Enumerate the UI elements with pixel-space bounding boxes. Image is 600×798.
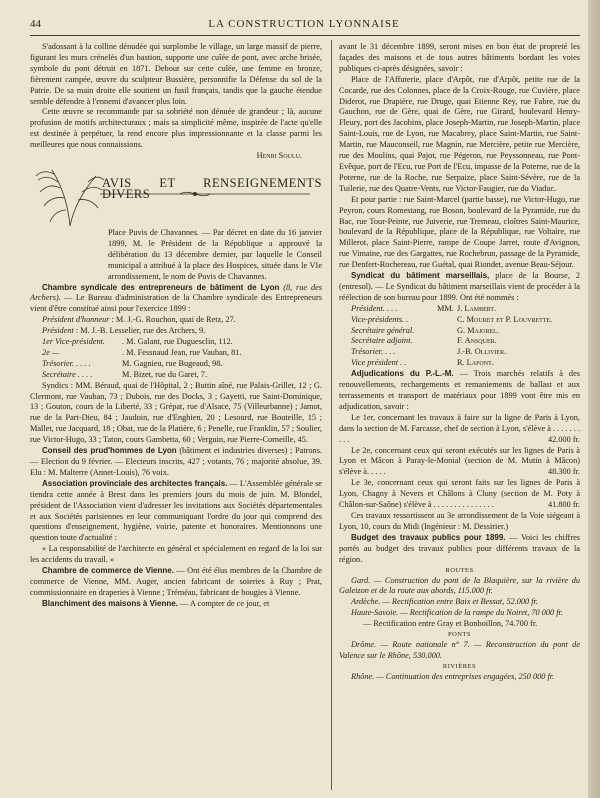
vienne-title: Chambre de commerce de Vienne. <box>42 566 174 576</box>
budget-item: Rhône. — Continuation des entreprises engagées, 250 000 fr. <box>351 671 555 681</box>
budget-body: — Voici les chiffres portés au budget des travaux publics pour différents travaux de la région. <box>339 532 580 564</box>
budget-item: — Rectification entre Gray et Bonboillon, 74.700 fr. <box>363 619 538 629</box>
adjudications-plm <box>339 369 580 413</box>
plm-body: — Trois marchés relatifs à des renouvellements, rechargements et remaniements de ballast et aux terrassements et transport de matériaux pour 1899 vont être mis en adjudication, savoir : <box>339 369 580 411</box>
prudhommes-title: Conseil des prud'hommes de Lyon <box>42 446 177 456</box>
paragraph: S'adossant à la colline dénudée qui surplombe le village, un large massif de pierre, figurant les murs crénelés d'un bastion, supporte une cuîée de pont, avec arche brisée, symbole du pont détruit en 1871. Debout sur cette culée, une femme en bronze, fièrement campée, œuvre du sculpteur Bussière, personnifie la Défense du sol de la Patrie. De sa main droite elle soutient un fusil français, tandis que la gauche étendue semble défendre à l'ennemi d'avancer plus loin. <box>30 42 322 106</box>
budget-travaux <box>339 533 580 566</box>
bureau-row: 1er Vice-président. . M. Galant, rue Duguesclin, 112. <box>42 337 233 347</box>
marseille-bureau <box>339 304 580 369</box>
prudhommes <box>30 446 322 479</box>
budget-title: Budget des travaux publics pour 1899. <box>351 532 506 542</box>
lot-3-amount: 41.800 fr. <box>547 500 580 510</box>
paragraph: Cette œuvre se recommande par sa sobriété non dénuée de grandeur ; là, aucune profusion de motifs architecturaux ; mais sa simplicité même, inspirée de l'acte qu'elle est destinée à perpétuer, la rend encore plus impressionnante et la classe parmi les meilleures que nous connaissions. <box>30 107 322 150</box>
lots-note: Ces travaux ressortissent au 3e arrondissement de la Voie siégeant à Lyon, 10, cours du Midi (Ingénieur : M. Dessirier.) <box>339 510 580 531</box>
prudhommes-body: (bâtiment et industries diverses) ; Patrons. — Election du 9 février. — Electeurs inscrits, 427 ; votants, 76 ; majorité absolue, 39. Elu : M. Malterre (Annet-Louis), 76 voix. <box>30 446 323 477</box>
author-signature: Henri Soulu. <box>256 151 302 161</box>
marseille-body: place de la Bourse, 2 (entresol). — Le Syndicat du bâtiment marseillais vient de procéder à la réélection de son bureau pour 1899. Ont été nommés : <box>339 271 580 302</box>
chambre-title: Chambre syndicale des entrepreneurs de bâtiment de Lyon <box>42 282 280 292</box>
street-list-partial: Et pour partie : rue Saint-Marcel (partie basse), rue Victor-Hugo, rue Peyron, cours Romestang, rue Boson, boulevard de la Pyramide, rue du Bac, rue Tour-Peinte, rue Juiverie, rue Tremeau, cloîtres Saint-Maurice, boulevard de la République, place de la République, rue Voltaire, rue Millerot, place Saint-Pierre, rampe de Coupe Jarret, route d'Avignon, rue Vimaine, rue des Gargattes, rue Rochebrun, passage de la Pyramide, rue Denfert-Rochereau, rue Guétal, quai Riondet, avenue Beau-Séjour. <box>339 194 580 270</box>
bureau-row: 2e — . M. Fessnaud Jean, rue Vauban, 81. <box>42 347 242 357</box>
association-architectes <box>30 479 322 544</box>
lot-3: Le 3e, concernant ceux qui seront faits sur les lignes de Paris à Lyon, Chagny à Nevers et Châlons à Cluny (section de M. Poty à Châlon-sur-Saône) s'élève à . . . . . . . . . . . . . . . 41.800 fr. <box>339 478 580 510</box>
plm-title: Adjudications du P.-L.-M. <box>351 369 454 379</box>
budget-item: Gard. — Construction du pont de la Blaquière, sur la rivière du Galeizon et de la route aux abords, 115.000 fr. <box>339 575 580 596</box>
bureau-row: Secrétaire adjoint. F. Ansquer. <box>351 336 497 346</box>
association-quote: « La responsabilité de l'architecte en général et spécialement en regard de la loi sur les accidents du travail. » <box>30 544 322 565</box>
subsection-heading: ROUTES <box>445 566 474 574</box>
bureau-row: Trésorier. . . . . M. Gagnieu, rue Bugeaud, 98. <box>42 358 223 368</box>
blanchiment-title: Blanchiment des maisons à Vienne. <box>42 598 178 608</box>
section-title: AVIS ET RENSEIGNEMENTS DIVERS <box>102 175 322 201</box>
chambre-body: — Le Bureau d'administration de la Chambre syndicale des Entrepreneurs vient d'être constitué ainsi pour l'exercice 1899 : <box>30 293 323 314</box>
bureau-row: Président d'honneur : M. J.-G. Rouchon, quai de Retz, 27. <box>42 315 236 325</box>
bureau-row: Vice président . . R. Lafont. <box>351 358 494 368</box>
right-column <box>339 42 580 683</box>
puvis-text: Place Puvis de Chavannes. — Par décret en date du 16 janvier 1899, M. le Président de la République a approuvé la délibération du 13 décembre dernier, par laquelle le Conseil municipal a attribué à la place des Hospices, située dans le VIe arrondissement, le nom de Puvis de Chavannes. <box>108 227 322 281</box>
marseille-title: Syndicat du bâtiment marseillais, <box>351 271 490 281</box>
street-list: Place de l'Affuterie, place d'Arpôt, rue d'Arpôt, petite rue de la Cocarde, rue des Colonnes, place de la Croix-Rouge, rue Cuvière, place Diderot, rue Drapière, rue Druge, quai Etienne Rey, rue Fabre, rue du Gauchon, rue de Gère, quai de Gère, rue Girard, boulevard Henry-Fleury, port des Jacobins, place Joseph-Martin, rue Joseph-Martin, place Saint-Louis, rue de Lyon, rue Macabrey, place Saint-Martin, rue Saint-Martin, rue Mauconseil, rue Magnin, rue Mercière, petite rue Mercière, rue des Moulins, quai Pajot, rue Pégeron, rue Peyssonneau, rue Pont-Evêque, port de l'Ecu, rue Port de l'Ecu, impasse de la Poterne, rue de la Poterne, rue de la Roche, rue Serpaize, place Saint-Sévère, rue de la Tuilerie, rue des Quatre-Vents, rue Victor-Faugier, rue du Viaduc. <box>339 74 580 193</box>
association-title: Association provinciale des architectes français. <box>42 478 228 488</box>
bureau-list <box>30 315 322 380</box>
page-number: 44 <box>30 18 41 30</box>
subsection-heading: PONTS <box>447 631 472 639</box>
page-edge <box>588 0 600 798</box>
bureau-row: Trésorier. . . . J.-B. Ollivier. <box>351 347 507 357</box>
lot-2: Le 2e, concernant ceux qui seront exécutés sur les lignes de Paris à Lyon et Mâcon à Paray-le-Monial (section de M. Mutin à Mâcon) s'élève à. . . . . 48.300 fr. <box>339 445 580 477</box>
blanchiment-body: — A compter de ce jour, et <box>179 598 270 608</box>
budget-item: Haute-Savoie. — Rectification de la rampe du Noiret, 70 000 fr. <box>351 608 563 618</box>
section-ornament <box>30 164 322 228</box>
syndics-list: Syndics : MM. Béraud, quai de l'Hôpital, 2 ; Buttin aîné, rue Palais-Grillet, 12 ; G. Clermont, rue Vauban, 73 ; Dubois, rue des Docks, 3 ; Gayetti, rue Saint-Dominique, 13 ; Gouton, cours de la Liberté, 33 ; Grépat, rue d'Alsace, 75 (Villeurbanne) ; Jamot, rue de la Part-Dieu, 84 ; Jaudoin, rue d'Enghien, 20 ; Lesourd, rue Bouteille, 15 ; Mallet, rue Jacquard, 18 ; Obat, rue de la Platière, 6 ; Penelle, rue Franklin, 57 ; Soulier, rue Victor-Hugo, 33 ; Taton, cours Gambetta, 60 ; Verguin, rue Pierre-Corneille, 45. <box>30 380 322 445</box>
left-column <box>30 42 322 610</box>
chambre-address: (8, rue des Archers). <box>30 282 322 303</box>
vienne-body: — Ont été élus membres de la Chambre de commerce de Vienne, MM. Auger, ancien fabricant de soieries à Ruy ; Prat, commissionnaire en draperies à Vienne ; Tréméau, fabricant de bougies à Vienne. <box>30 566 322 597</box>
bureau-row: Président. . . . MM. J. Lambert. <box>351 303 497 313</box>
lot-2-amount: 48.300 fr. <box>547 467 580 477</box>
lot-1-amount: 42.000 fr. <box>547 434 580 444</box>
budget-item: Drôme. — Route nationale n° 7. — Reconstruction du pont de Valence sur le Rhône, 530.000. <box>339 640 580 660</box>
lot-1: Le 1er, concernant les travaux à faire sur la ligne de Paris à Lyon, dans la section de M. Farcasse, chef de section à Lyon, s'élève à . . . . . . . . . . 42.000 fr. <box>339 412 580 444</box>
association-body: — L'Assemblée générale se tiendra cette année à Brest dans les premiers jours du mois de juin. M. Blondel, président de l'Association vient d'adresser les invitations aux Sociétés départementales et aux Sociétés parisiennes en leur communiquant l'ordre du jour qui comprend des questions d'enseignement, hygiène, voirie, patente et honoraires. Mentionnons une question toute d'actualité : <box>30 478 322 543</box>
chambre-syndicale <box>30 283 322 316</box>
puvis-notice <box>108 228 322 283</box>
subsection-heading: RIVIÈRES <box>442 662 477 670</box>
page-header <box>30 18 578 34</box>
syndicat-marseillais <box>339 271 580 304</box>
bureau-row: Secrétaire général. G. Majorel. <box>351 325 499 335</box>
chambre-vienne <box>30 566 322 599</box>
column-divider <box>331 40 332 790</box>
header-rule <box>30 35 580 36</box>
paragraph: avant le 31 décembre 1899, seront mises en bon état de propreté les façades des maisons et de tous autres bâtiments bordant les voies publiques ci-après désignées, savoir : <box>339 42 580 73</box>
bureau-row: Président : M. J.-B. Lesselier, rue des Archers, 9. <box>42 326 206 336</box>
bureau-row: Vice-présidents. . C. Mouret et P. Louvrette. <box>351 314 553 324</box>
budget-item: Ardèche. — Rectification entre Baix et Bessat, 52.000 fr. <box>351 597 538 607</box>
journal-title: LA CONSTRUCTION LYONNAISE <box>208 18 400 30</box>
blanchiment-vienne <box>30 599 322 610</box>
bureau-row: Secrétaire . . . . M. Bizet, rue du Garet, 7. <box>42 369 208 379</box>
